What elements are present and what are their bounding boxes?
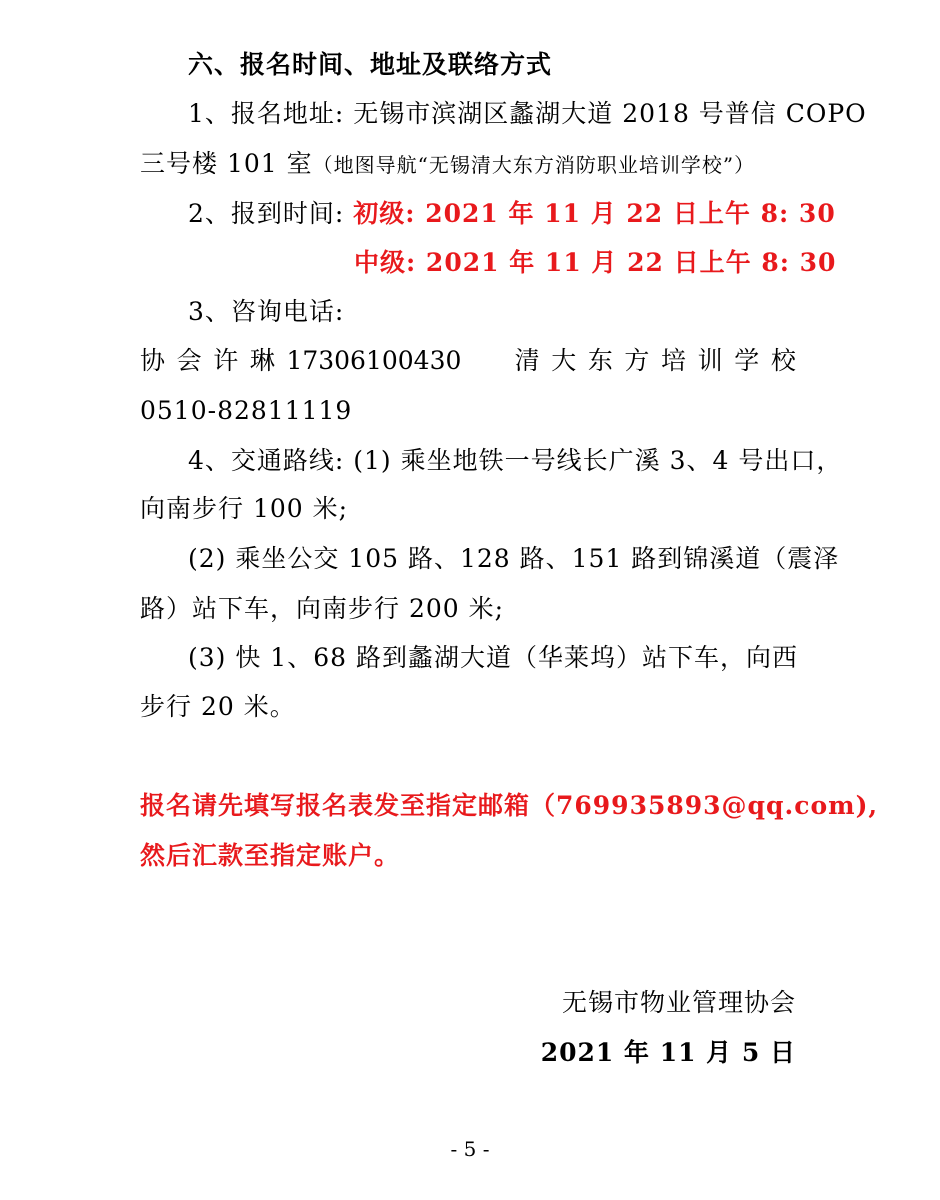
- address-line-2: [140, 149, 755, 180]
- section-heading: 六、报名时间、地址及联络方式: [188, 50, 553, 79]
- contact-char: 大: [551, 346, 577, 375]
- transport-line-2: 向南步行 100 米;: [140, 494, 349, 523]
- notice-line-1: 报名请先填写报名表发至指定邮箱（769935893@qq.com),: [140, 791, 879, 820]
- contact-char: 方: [624, 346, 650, 375]
- contact-char: 清: [514, 346, 540, 375]
- contact-phone-school: 0510-82811119: [140, 396, 353, 425]
- address-line-1: 1、报名地址: 无锡市滨湖区蠡湖大道 2018 号普信 COPO: [188, 99, 867, 128]
- signature-organization: 无锡市物业管理协会: [561, 988, 796, 1017]
- page-number: - 5 -: [450, 1137, 490, 1161]
- checkin-primary-time: 初级: 2021 年 11 月 22 日上午 8: 30: [353, 199, 836, 228]
- transport-line-3: (2) 乘坐公交 105 路、128 路、151 路到锦溪道（震泽: [188, 544, 840, 573]
- contact-char: 东: [587, 346, 613, 375]
- signature-date: 2021 年 11 月 5 日: [540, 1038, 796, 1067]
- checkin-label: 2、报到时间:: [188, 199, 354, 228]
- address-map-note: （地图导航“无锡清大东方消防职业培训学校”）: [312, 153, 756, 177]
- transport-line-6: 步行 20 米。: [140, 692, 296, 721]
- contact-char: 校: [770, 346, 796, 375]
- contact-char: 协: [140, 346, 166, 375]
- contact-label: 3、咨询电话:: [188, 297, 345, 326]
- address-room: 三号楼 101 室: [140, 149, 313, 178]
- checkin-line: [188, 199, 836, 229]
- contact-char: 培: [661, 346, 687, 375]
- contact-char: 会: [176, 346, 202, 375]
- contact-char: 训: [697, 346, 723, 375]
- checkin-intermediate-time: 中级: 2021 年 11 月 22 日上午 8: 30: [354, 248, 837, 277]
- transport-line-4: 路）站下车，向南步行 200 米;: [140, 594, 505, 623]
- contact-line-1: [140, 346, 796, 376]
- transport-line-1: 4、交通路线: (1) 乘坐地铁一号线长广溪 3、4 号出口，: [188, 446, 843, 475]
- contact-char: 许: [213, 346, 239, 375]
- transport-line-5: (3) 快 1、68 路到蠡湖大道（华莱坞）站下车，向西: [188, 643, 798, 672]
- contact-phone-association: 17306100430: [286, 346, 462, 375]
- contact-char: 学: [734, 346, 760, 375]
- contact-char: 琳: [249, 346, 275, 375]
- notice-line-2: 然后汇款至指定账户。: [140, 841, 401, 870]
